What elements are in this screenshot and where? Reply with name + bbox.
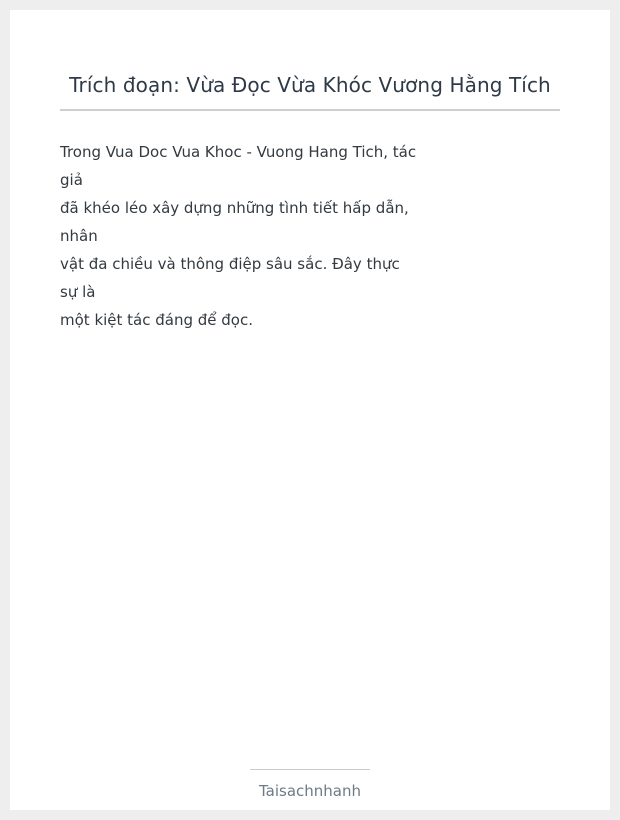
body-line: sự là — [60, 283, 96, 301]
body-line: nhân — [60, 227, 98, 245]
footer-divider — [250, 769, 370, 770]
title-divider — [60, 109, 560, 111]
page-title: Trích đoạn: Vừa Đọc Vừa Khóc Vương Hằng Tích — [69, 73, 551, 97]
body-line: Trong Vua Doc Vua Khoc - Vuong Hang Tich, tác — [60, 143, 417, 161]
footer-brand: Taisachnhanh — [258, 782, 362, 800]
body-line: đã khéo léo xây dựng những tình tiết hấp dẫn, — [60, 199, 409, 217]
body-line: giả — [60, 171, 83, 189]
body-line: một kiệt tác đáng để đọc. — [60, 311, 254, 329]
body-line: vật đa chiều và thông điệp sâu sắc. Đây thực — [60, 255, 400, 273]
body-paragraph — [60, 138, 440, 334]
document-page — [10, 10, 610, 810]
